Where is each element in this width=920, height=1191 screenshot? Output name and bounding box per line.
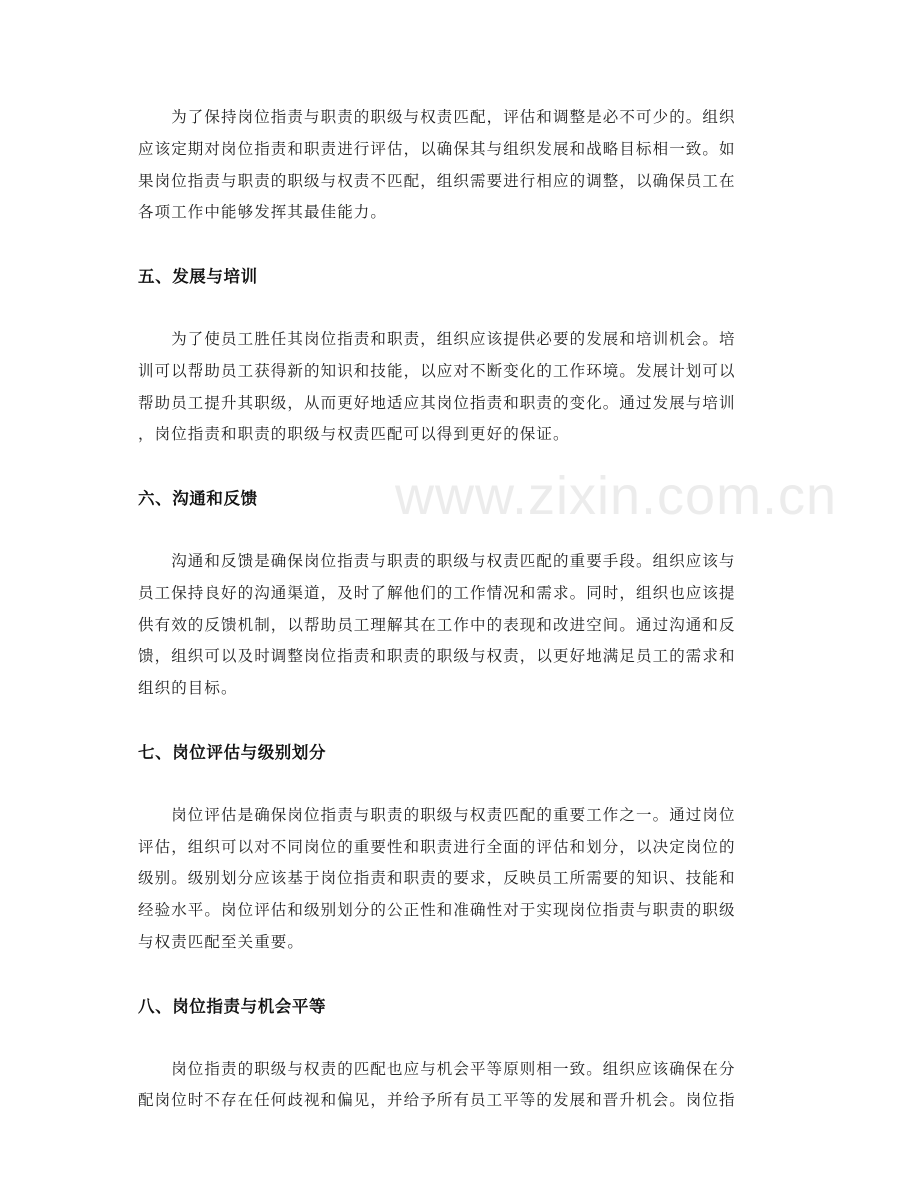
text-line: 经验水平。岗位评估和级别划分的公正性和准确性对于实现岗位指责与职责的职级 bbox=[138, 901, 736, 920]
text-line: 沟通和反馈是确保岗位指责与职责的职级与权责匹配的重要手段。组织应该与 bbox=[138, 551, 736, 570]
paragraph-intro bbox=[138, 102, 788, 229]
text-line: 训可以帮助员工获得新的知识和技能，以应对不断变化的工作环境。发展计划可以 bbox=[138, 361, 736, 380]
document-body bbox=[138, 102, 788, 1117]
text-line: 馈，组织可以及时调整岗位指责和职责的职级与权责，以更好地满足员工的需求和 bbox=[138, 647, 736, 666]
text-line: 员工保持良好的沟通渠道，及时了解他们的工作情况和需求。同时，组织也应该提 bbox=[138, 583, 736, 602]
text-line: 级别。级别划分应该基于岗位指责和职责的要求，反映员工所需要的知识、技能和 bbox=[138, 869, 736, 888]
text-line: 配岗位时不存在任何歧视和偏见，并给予所有员工平等的发展和晋升机会。岗位指 bbox=[138, 1091, 736, 1110]
text-line: 供有效的反馈机制，以帮助员工理解其在工作中的表现和改进空间。通过沟通和反 bbox=[138, 615, 736, 634]
section-heading-development-training: 五、发展与培训 bbox=[138, 267, 258, 287]
text-line: 应该定期对岗位指责和职责进行评估，以确保其与组织发展和战略目标相一致。如 bbox=[138, 139, 736, 158]
paragraph-job-evaluation bbox=[138, 800, 788, 959]
text-line: ，岗位指责和职责的职级与权责匹配可以得到更好的保证。 bbox=[138, 425, 570, 444]
paragraph-equal-opportunity bbox=[138, 1054, 788, 1118]
text-line: 岗位指责的职级与权责的匹配也应与机会平等原则相一致。组织应该确保在分 bbox=[138, 1059, 736, 1078]
text-line: 评估，组织可以对不同岗位的重要性和职责进行全面的评估和划分，以决定岗位的 bbox=[138, 837, 736, 856]
text-line: 为了使员工胜任其岗位指责和职责，组织应该提供必要的发展和培训机会。培 bbox=[138, 329, 736, 348]
paragraph-communication-feedback bbox=[138, 546, 788, 705]
text-line: 果岗位指责与职责的职级与权责不匹配，组织需要进行相应的调整，以确保员工在 bbox=[138, 171, 736, 190]
text-line: 组织的目标。 bbox=[138, 679, 238, 698]
section-heading-equal-opportunity: 八、岗位指责与机会平等 bbox=[138, 996, 327, 1016]
paragraph-development-training bbox=[138, 324, 788, 451]
text-line: 岗位评估是确保岗位指责与职责的职级与权责匹配的重要工作之一。通过岗位 bbox=[138, 805, 736, 824]
section-heading-communication-feedback: 六、沟通和反馈 bbox=[138, 489, 258, 509]
text-line: 各项工作中能够发挥其最佳能力。 bbox=[138, 203, 388, 222]
text-line: 与权责匹配至关重要。 bbox=[138, 932, 305, 951]
text-line: 帮助员工提升其职级，从而更好地适应其岗位指责和职责的变化。通过发展与培训 bbox=[138, 393, 736, 412]
section-heading-job-evaluation: 七、岗位评估与级别划分 bbox=[138, 742, 327, 762]
text-line: 为了保持岗位指责与职责的职级与权责匹配，评估和调整是必不可少的。组织 bbox=[138, 108, 736, 126]
watermark: www.zixin.com.cn bbox=[395, 466, 838, 526]
